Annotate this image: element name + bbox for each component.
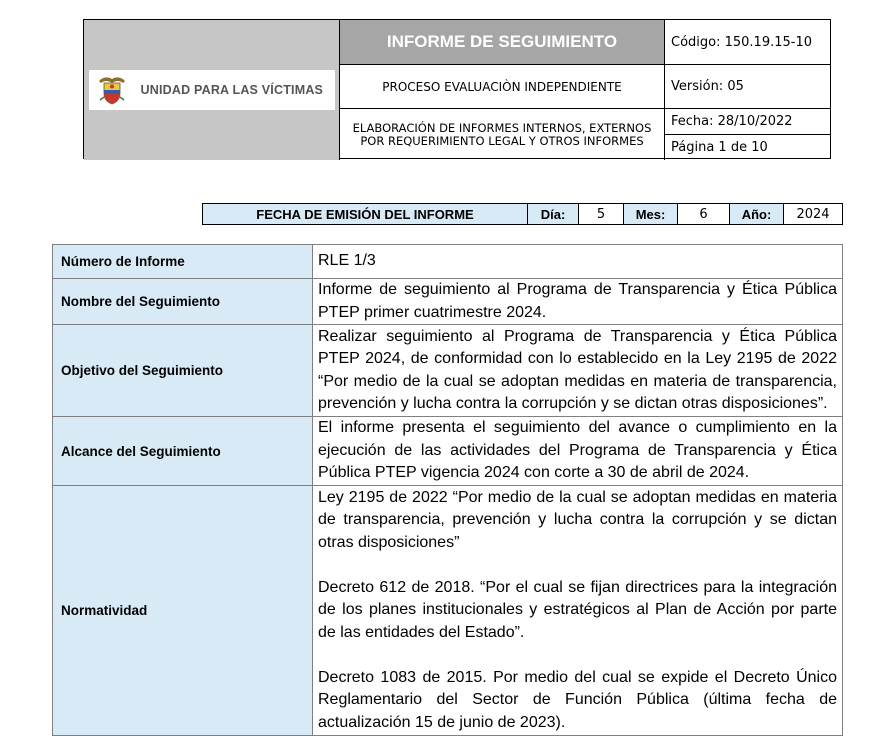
objective-label: Objetivo del Seguimiento: [53, 325, 313, 417]
coat-of-arms-icon: [95, 73, 129, 107]
entity-name: UNIDAD PARA LAS VÍCTIMAS: [140, 83, 324, 97]
document-date: Fecha: 28/10/2022: [665, 109, 830, 135]
day-label: Día:: [528, 204, 579, 224]
scope-label: Alcance del Seguimiento: [53, 417, 313, 486]
emission-date-label: FECHA DE EMISIÓN DEL INFORME: [203, 204, 528, 224]
regulation-item: Decreto 1083 de 2015. Por medio del cual se expide el Decreto Único Reglamentario del Sector de Función Pública (última fecha de actualización 15 de junio de 2023).: [318, 668, 837, 731]
emission-date-row: [202, 203, 843, 225]
document-version: Versión: 05: [665, 65, 830, 109]
year-value: 2024: [784, 204, 842, 224]
objective-value: Realizar seguimiento al Programa de Transparencia y Ética Pública PTEP 2024, de conformidad con lo establecido en la Ley 2195 de 2022 “Por medio de la cual se adoptan medidas en materia de transparencia, prevención y lucha contra la corrupción y se dictan otras disposiciones”.: [313, 325, 843, 417]
document-title: INFORME DE SEGUIMIENTO: [340, 20, 665, 65]
month-value: 6: [678, 204, 730, 224]
process-name: PROCESO EVALUACIÒN INDEPENDIENTE: [340, 65, 665, 109]
logo-cell: [84, 20, 340, 160]
year-label: Año:: [730, 204, 784, 224]
scope-value: El informe presenta el seguimiento del avance o cumplimiento en la ejecución de las actividades del Programa de Transparencia y Ética Pública PTEP vigencia 2024 con corte a 30 de abril de 2024.: [313, 417, 843, 486]
month-label: Mes:: [624, 204, 678, 224]
entity-logo: [89, 70, 335, 110]
table-row: [53, 245, 843, 279]
day-value: 5: [579, 204, 624, 224]
report-number-label: Número de Informe: [53, 245, 313, 279]
date-page-cell: [665, 109, 830, 160]
table-row: [53, 325, 843, 417]
table-row: [53, 486, 843, 736]
document-code: Código: 150.19.15-10: [665, 20, 830, 65]
regulation-item: Ley 2195 de 2022 “Por medio de la cual se adoptan medidas en materia de transparencia, prevención y lucha contra la corrupción y se dictan otras disposiciones”: [318, 488, 837, 551]
report-info-table: [52, 244, 843, 736]
regulations-label: Normatividad: [53, 486, 313, 736]
document-header: [83, 19, 831, 159]
table-row: [53, 417, 843, 486]
tracking-name-value: Informe de seguimiento al Programa de Transparencia y Ética Pública PTEP primer cuatrimestre 2024.: [313, 279, 843, 325]
page-number: Página 1 de 10: [671, 139, 768, 155]
elaboration-type: ELABORACIÓN DE INFORMES INTERNOS, EXTERNOS POR REQUERIMIENTO LEGAL Y OTROS INFORMES: [340, 109, 665, 160]
tracking-name-label: Nombre del Seguimiento: [53, 279, 313, 325]
regulation-item: Decreto 612 de 2018. “Por el cual se fijan directrices para la integración de los planes institucionales y estratégicos al Plan de Acción por parte de las entidades del Estado”.: [318, 578, 837, 641]
regulations-value: [313, 486, 843, 736]
table-row: [53, 279, 843, 325]
report-number-value: RLE 1/3: [313, 245, 843, 279]
